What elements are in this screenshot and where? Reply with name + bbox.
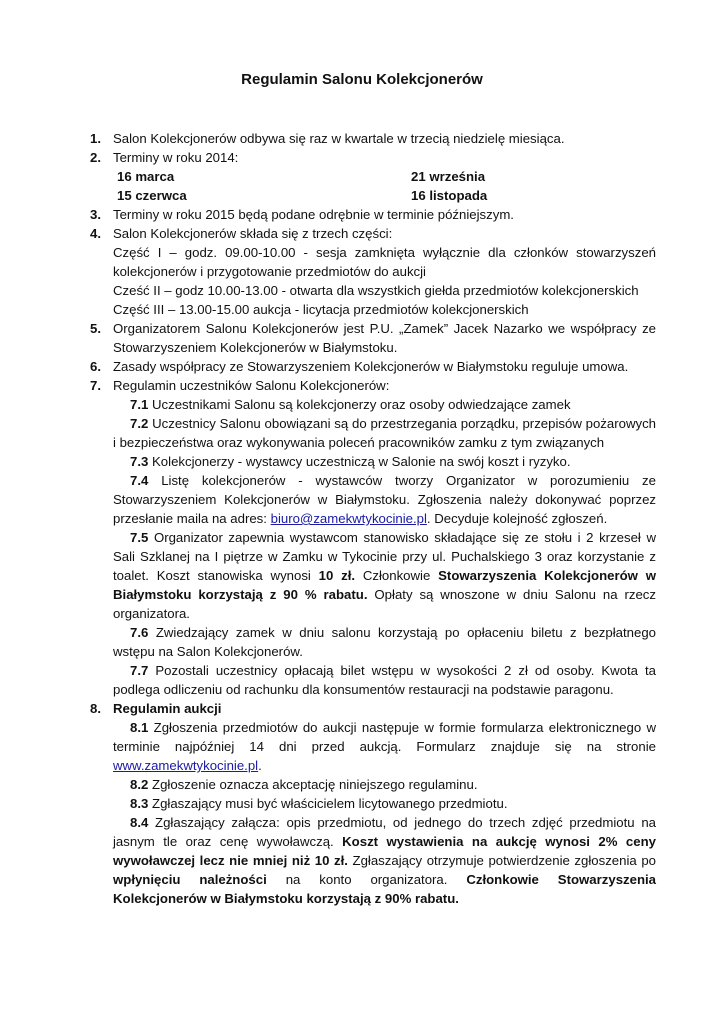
item-text: Salon Kolekcjonerów odbywa się raz w kwartale w trzecią niedzielę miesiąca. — [113, 131, 565, 146]
sub-item-7-4 — [113, 471, 656, 528]
sub-number: 8.4 — [130, 815, 149, 830]
list-item-1 — [90, 129, 656, 148]
sub-item-7-1 — [113, 395, 656, 414]
sub-number: 7.5 — [130, 530, 149, 545]
sub-text: Uczestnikami Salonu są kolekcjonerzy oraz osoby odwiedzające zamek — [152, 397, 571, 412]
sub-text: Członkowie — [362, 568, 431, 583]
sub-number: 7.6 — [130, 625, 149, 640]
item-number: 8. — [90, 701, 101, 716]
cost-text: Koszt wystawienia na aukcję wynosi 2% ceny wywoławczej lecz nie mniej niż 10 zł. — [113, 834, 656, 868]
item-text: Zasady współpracy ze Stowarzyszeniem Kolekcjonerów w Białymstoku reguluje umowa. — [113, 359, 629, 374]
sub-text: Zgłoszenie oznacza akceptację niniejszego regulaminu. — [152, 777, 478, 792]
item-text: Terminy w roku 2014: — [113, 150, 239, 165]
regulations-list — [90, 129, 656, 908]
list-item-4 — [90, 224, 656, 319]
dates-row — [113, 167, 656, 186]
sub-text: Zgłaszający musi być właścicielem licytowanego przedmiotu. — [152, 796, 508, 811]
item-number: 4. — [90, 226, 101, 241]
discount-text: Członkowie Stowarzyszenia Kolekcjonerów w Białymstoku korzystają z 90% rabatu. — [113, 872, 657, 906]
item-number: 6. — [90, 359, 101, 374]
dates-row — [113, 186, 656, 205]
sub-text: Zwiedzający zamek w dniu salonu korzystają po opłaceniu biletu z bezpłatnego wstępu na Salon Kolekcjonerów. — [113, 625, 656, 659]
list-item-2 — [90, 148, 656, 205]
sub-text: . — [258, 758, 262, 773]
sub-number: 7.2 — [130, 416, 149, 431]
sub-item-7-5 — [113, 528, 656, 623]
sub-number: 8.1 — [130, 720, 149, 735]
sub-text: na konto organizatora. — [285, 872, 448, 887]
part-text: Część I – godz. 09.00-10.00 - sesja zamknięta wyłącznie dla członków stowarzyszeń kolekcjonerów i przygotowanie przedmiotów do aukcji — [113, 245, 656, 279]
sub-item-8-3 — [113, 794, 656, 813]
sub-item-7-7 — [113, 661, 656, 699]
sub-number: 7.4 — [130, 473, 149, 488]
sub-text: Zgłoszenia przedmiotów do aukcji następuje w formie formularza elektronicznego w terminie najpóźniej 14 dni przed aukcją. Formularz znajduje się na stronie — [113, 720, 656, 754]
sub-text: Pozostali uczestnicy opłacają bilet wstępu w wysokości 2 zł od osoby. Kwota ta podlega odliczeniu od rachunku dla konsumentów restauracji na podstawie paragonu. — [113, 663, 657, 697]
item-number: 1. — [90, 131, 101, 146]
sub-text: . Decyduje kolejność zgłoszeń. — [426, 511, 608, 526]
date: 16 marca — [117, 169, 175, 184]
payment-text: wpłynięciu należności — [113, 872, 267, 887]
date: 21 września — [411, 169, 486, 184]
sub-text: Listę kolekcjonerów - wystawców tworzy Organizator w porozumieniu ze Stowarzyszeniem Kolekcjonerów w Białymstoku. Zgłoszenia należy dokonywać poprzez przesłanie maila na adres: — [113, 473, 656, 526]
sub-item-8-1 — [113, 718, 656, 775]
sub-number: 8.2 — [130, 777, 149, 792]
date: 15 czerwca — [117, 188, 187, 203]
sub-item-7-6 — [113, 623, 656, 661]
sub-item-7-3 — [113, 452, 656, 471]
item-number: 7. — [90, 378, 101, 393]
part-text: Cześć II – godz 10.00-13.00 - otwarta dla wszystkich giełda przedmiotów kolekcjonerskich — [113, 283, 639, 298]
item-text: Salon Kolekcjonerów składa się z trzech części: — [113, 226, 393, 241]
sub-item-8-4 — [113, 813, 656, 908]
sub-text: Organizator zapewnia wystawcom stanowisko składające się ze stołu i 2 krzeseł w Sali Szklanej na I piętrze w Zamku w Tykocinie przy ul. Puchalskiego 3 oraz korzystanie z toalet. Koszt stanowiska wynosi — [113, 530, 656, 583]
list-item-8 — [90, 699, 656, 908]
document-title: Regulamin Salonu Kolekcjonerów — [241, 71, 483, 88]
section-heading: Regulamin aukcji — [113, 701, 222, 716]
item-text: Organizatorem Salonu Kolekcjonerów jest P.U. „Zamek” Jacek Nazarko we współpracy ze Stowarzyszeniem Kolekcjonerów w Białymstoku. — [113, 321, 656, 355]
sub-text: Uczestnicy Salonu obowiązani są do przestrzegania porządku, przepisów pożarowych i bezpieczeństwa oraz wykonywania poleceń pracowników zamku z tym związanych — [113, 416, 656, 450]
sub-text: Opłaty są wnoszone w dniu Salonu na rzecz organizatora. — [113, 587, 656, 621]
list-item-6 — [90, 357, 656, 376]
item-number: 5. — [90, 321, 101, 336]
sub-text: Zgłaszający załącza: opis przedmiotu, od jednego do trzech zdjęć przedmiotu na jasnym tle oraz cenę wywoławczą. — [113, 815, 656, 849]
date: 16 listopada — [411, 188, 488, 203]
list-item-3 — [90, 205, 656, 224]
list-item-7 — [90, 376, 656, 699]
website-link[interactable]: www.zamekwtykocinie.pl — [113, 758, 259, 773]
item-number: 2. — [90, 150, 101, 165]
sub-item-7-2 — [113, 414, 656, 452]
sub-text: Kolekcjonerzy - wystawcy uczestniczą w Salonie na swój koszt i ryzyko. — [152, 454, 571, 469]
email-link[interactable]: biuro@zamekwtykocinie.pl — [270, 511, 427, 526]
sub-number: 7.7 — [130, 663, 149, 678]
list-item-5 — [90, 319, 656, 357]
item-text: Terminy w roku 2015 będą podane odrębnie w terminie późniejszym. — [113, 207, 514, 222]
sub-number: 8.3 — [130, 796, 149, 811]
sub-number: 7.1 — [130, 397, 149, 412]
sub-number: 7.3 — [130, 454, 149, 469]
discount-text: Stowarzyszenia Kolekcjonerów w Białymstoku korzystają z 90 % rabatu. — [113, 568, 656, 602]
price-text: 10 zł. — [318, 568, 356, 583]
part-text: Część III – 13.00-15.00 aukcja - licytacja przedmiotów kolekcjonerskich — [113, 302, 529, 317]
sub-item-8-2 — [113, 775, 656, 794]
sub-text: Zgłaszający otrzymuje potwierdzenie zgłoszenia po — [352, 853, 656, 868]
item-number: 3. — [90, 207, 101, 222]
item-text: Regulamin uczestników Salonu Kolekcjonerów: — [113, 378, 390, 393]
